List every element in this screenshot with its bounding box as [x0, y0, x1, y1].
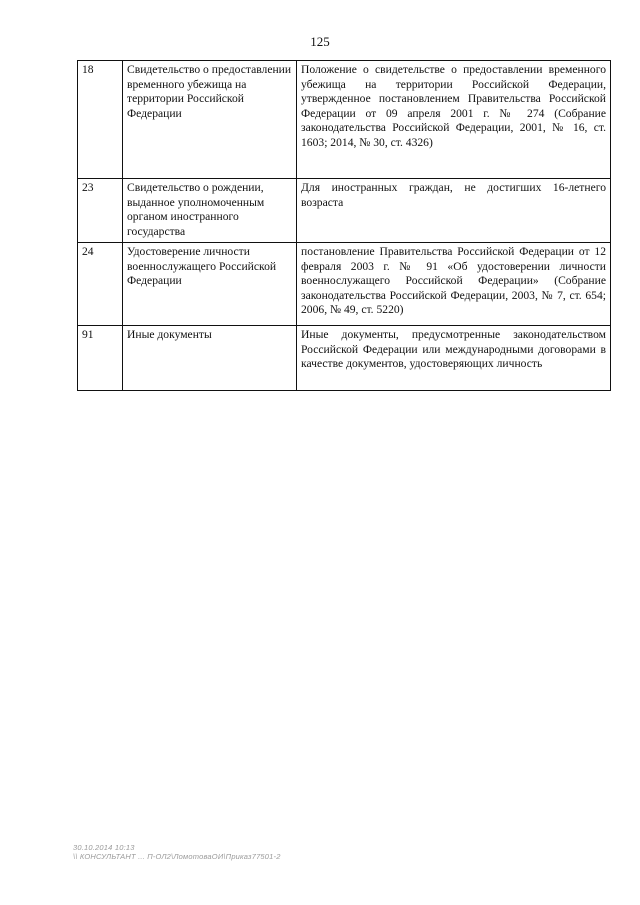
row-document-name: Иные документы — [123, 326, 297, 391]
row-document-name: Свидетельство о предоставлении временного убежища на территории Российской Федерации — [123, 61, 297, 179]
row-note: Для иностранных граждан, не достигших 16-летнего возраста — [297, 179, 611, 243]
row-code: 23 — [78, 179, 123, 243]
table-row — [78, 179, 611, 243]
row-code: 18 — [78, 61, 123, 179]
row-note: Положение о свидетельстве о предоставлении временного убежища на территории Российской Федерации, утвержденное постановлением Правительства Российской Федерации от 09 апреля 2001 г. № 274 (Собрание законодательства Российской Федерации, 2001, № 16, ст. 1603; 2014, № 30, ст. 4326) — [297, 61, 611, 179]
row-document-name: Удостоверение личности военнослужащего Российской Федерации — [123, 243, 297, 326]
table-row — [78, 243, 611, 326]
page-number: 125 — [310, 34, 330, 49]
footer-stamp — [73, 843, 281, 861]
row-code: 91 — [78, 326, 123, 391]
table-row — [78, 326, 611, 391]
row-note: Иные документы, предусмотренные законодательством Российской Федерации или международными договорами в качестве документов, удостоверяющих личность — [297, 326, 611, 391]
document-table — [77, 60, 611, 391]
table-row — [78, 61, 611, 179]
row-note: постановление Правительства Российской Федерации от 12 февраля 2003 г. № 91 «Об удостоверении личности военнослужащего Российской Федерации» (Собрание законодательства Российской Федерации, 2003, № 7, ст. 654; 2006, № 49, ст. 5220) — [297, 243, 611, 326]
row-code: 24 — [78, 243, 123, 326]
row-document-name: Свидетельство о рождении, выданное уполномоченным органом иностранного государства — [123, 179, 297, 243]
footer-file-path: \\ КОНСУЛЬТАНТ ... П-ОЛ2\ЛомотоваОИ\Приказ77501-2 — [73, 852, 281, 861]
footer-timestamp: 30.10.2014 10:13 — [73, 843, 135, 852]
